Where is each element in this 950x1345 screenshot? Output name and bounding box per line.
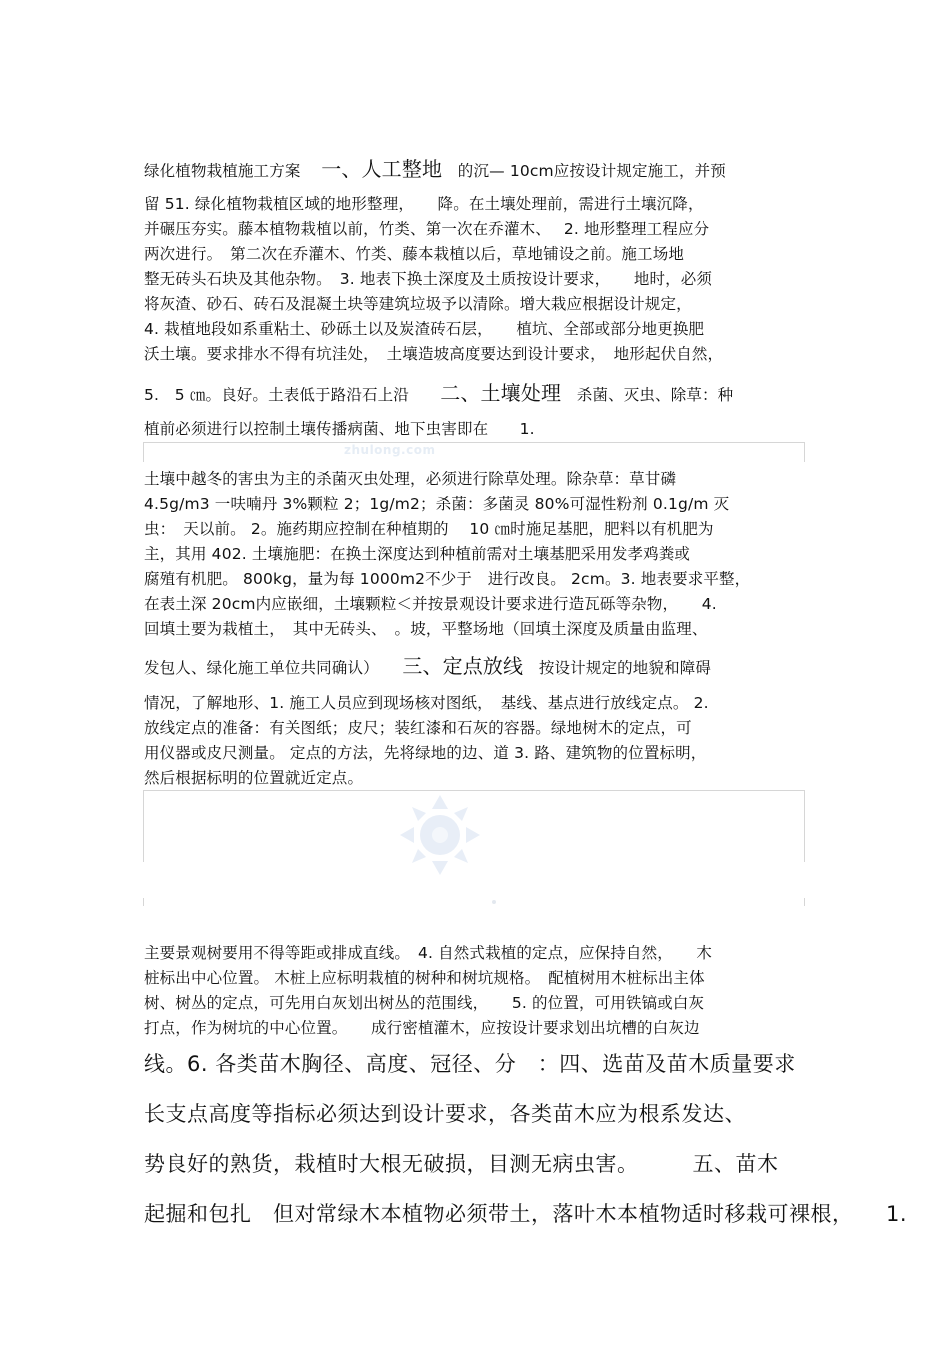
- frame-rule: [143, 790, 144, 862]
- text-line: 5. 5 ㎝。良好。土表低于路沿石上沿 二、土壤处理 杀菌、灭虫、除草：种: [144, 381, 734, 405]
- text-line: 然后根据标明的位置就近定点。: [144, 769, 364, 787]
- text-line: 4.5g/m3 一呋喃丹 3%颗粒 2；1g/m2；杀菌：多菌灵 80%可湿性粉剂 0.1g/m 灭: [144, 495, 730, 513]
- text-line: 主要景观树要用不得等距或排成直线。 4. 自然式栽植的定点，应保持自然， 木: [144, 944, 713, 962]
- text-line: 回填土要为栽植土， 其中无砖头、 。坡，平整场地（回填土深度及质量由监理、: [144, 620, 708, 638]
- frame-rule: [804, 898, 805, 906]
- text-line: 发包人、绿化施工单位共同确认） 三、定点放线 按设计规定的地貌和障碍: [144, 654, 712, 678]
- text-line: 绿化植物栽植施工方案 一、人工整地 的沉— 10cm应按设计规定施工，并预: [144, 157, 726, 181]
- section-heading: 长支点高度等指标必须达到设计要求，各类苗木应为根系发达、: [144, 1102, 746, 1126]
- section-heading: 二、土壤处理: [440, 381, 562, 405]
- text-line: 将灰渣、砂石、砖石及混凝土块等建筑垃圾予以清除。增大栽应根据设计规定，: [144, 295, 692, 313]
- text-line: 用仪器或皮尺测量。 定点的方法，先将绿地的边、道 3. 路、建筑物的位置标明，: [144, 744, 707, 762]
- text-line: 树、树丛的定点，可先用白灰划出树丛的范围线， 5. 的位置，可用铁镐或白灰: [144, 994, 705, 1012]
- text-line: 整无砖头石块及其他杂物。 3. 地表下换土深度及土质按设计要求， 地时，必须: [144, 270, 713, 288]
- text-line: 土壤中越冬的害虫为主的杀菌灭虫处理，必须进行除草处理。除杂草：草甘磷: [144, 470, 677, 488]
- section-heading: 起掘和包扎: [144, 1202, 252, 1226]
- text-line: 并碾压夯实。藤本植物栽植以前，竹类、第一次在乔灌木、 2. 地形整理工程应分: [144, 220, 710, 238]
- text-line: [144, 1149, 804, 1179]
- text-line: 打点，作为树坑的中心位置。 成行密植灌木，应按设计要求划出坑槽的白灰边: [144, 1019, 700, 1037]
- text-line: 腐殖有机肥。 800kg，量为每 1000m2不少于 进行改良。 2cm。3. 地表要求平整，: [144, 570, 751, 588]
- section-heading: 势良好的熟货，栽植时大根无破损，目测无病虫害。 五、苗木: [144, 1152, 779, 1176]
- watermark-text: zhulong.com: [344, 443, 436, 457]
- text-line: 放线定点的准备：有关图纸；皮尺；装红漆和石灰的容器。绿地树木的定点，可: [144, 719, 692, 737]
- text-line: 在表土深 20cm内应嵌细，土壤颗粒＜并按景观设计要求进行造瓦砾等杂物， 4.: [144, 595, 717, 613]
- section-heading: 各类苗木胸径、高度、冠径、分 ：四、选苗及苗木质量要求: [215, 1052, 796, 1076]
- snowflake-logo-icon: [398, 793, 482, 877]
- text-line: 植前必须进行以控制土壤传播病菌、地下虫害即在 1.: [144, 420, 535, 438]
- frame-rule: [804, 790, 805, 862]
- text-line: 线。6. 各类苗木胸径、高度、冠径、分 ：四、选苗及苗木质量要求: [144, 1052, 796, 1076]
- text-line: 沃土壤。要求排水不得有坑洼处， 土壤造坡高度要达到设计要求， 地形起伏自然，: [144, 345, 724, 363]
- text-line: 主，其用 402. 土壤施肥：在换土深度达到种植前需对土壤基肥采用发孝鸡粪或: [144, 545, 691, 563]
- frame-rule: [143, 790, 805, 791]
- text-line: 桩标出中心位置。 木桩上应标明栽植的树种和树坑规格。 配植树用木桩标出主体: [144, 969, 705, 987]
- frame-rule: [143, 898, 144, 906]
- section-heading: 一、人工整地: [321, 157, 443, 181]
- frame-rule: [143, 442, 144, 462]
- text-line: 虫： 天以前。 2。施药期应控制在种植期的 10 ㎝时施足基肥，肥料以有机肥为: [144, 520, 714, 538]
- watermark-dot: [492, 900, 496, 904]
- text-line: 两次进行。 第二次在乔灌木、竹类、藤本栽植以后，草地铺设之前。施工场地: [144, 245, 685, 263]
- text-line: 起掘和包扎 但对常绿木本植物必须带土，落叶木本植物适时移栽可裸根， 1.: [144, 1202, 908, 1226]
- text-line: 留 51. 绿化植物栽植区域的地形整理， 降。在土壤处理前，需进行土壤沉降，: [144, 195, 704, 213]
- frame-rule: [143, 442, 805, 443]
- text-line: 4. 栽植地段如系重粘土、砂砾土以及炭渣砖石层， 植坑、全部或部分地更换肥: [144, 320, 705, 338]
- section-heading: 三、定点放线: [402, 654, 524, 678]
- frame-rule: [804, 442, 805, 462]
- text-line: [144, 1099, 804, 1129]
- text-line: 情况，了解地形、1. 施工人员应到现场核对图纸， 基线、基点进行放线定点。 2.: [144, 694, 709, 712]
